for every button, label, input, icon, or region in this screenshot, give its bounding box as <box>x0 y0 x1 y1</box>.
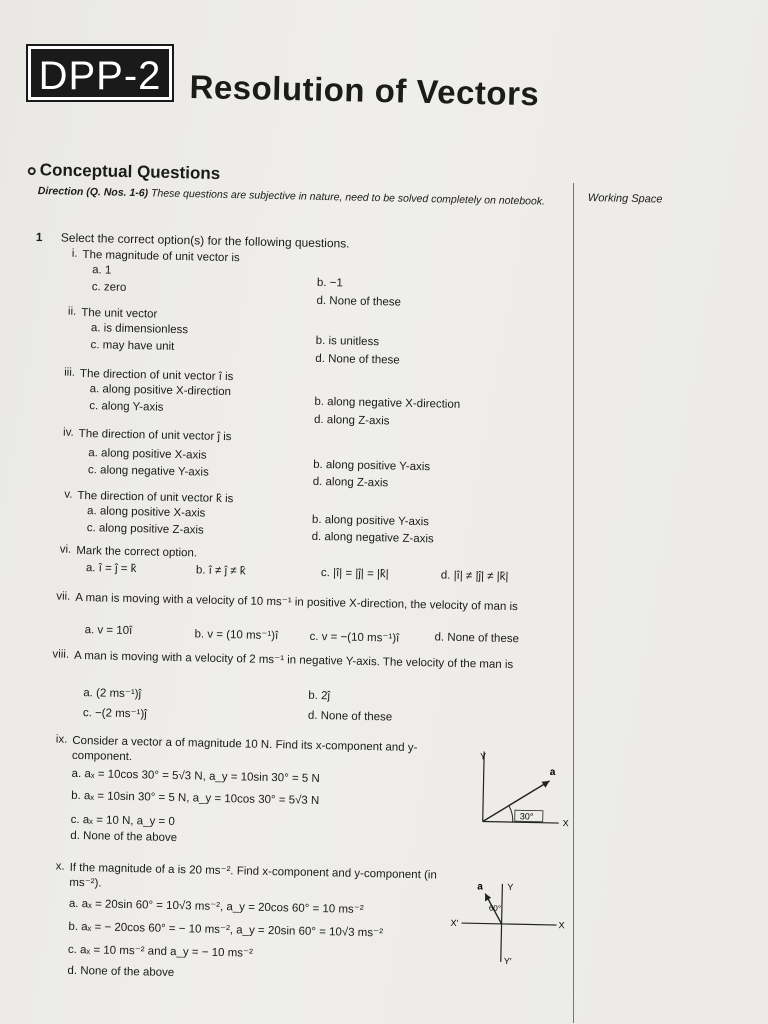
option-a[interactable]: a. 1 <box>92 264 112 277</box>
option-d[interactable]: d. along negative Z-axis <box>311 530 434 546</box>
subquestion-vi <box>51 543 566 583</box>
question-stem: If the magnitude of a is 20 ms⁻². Find x-component and y-component (in ms⁻²). <box>69 861 437 890</box>
question-stem: A man is moving with a velocity of 2 ms⁻¹ in negative Y-axis. The velocity of the man is <box>73 649 514 672</box>
vector-diagram-x <box>446 877 568 969</box>
option-d[interactable]: d. None of the above <box>67 964 175 980</box>
working-space-divider <box>573 183 574 1023</box>
roman-numeral: i. <box>71 247 78 260</box>
option-a[interactable]: a. along positive X-axis <box>88 447 207 462</box>
option-c[interactable]: c. along Y-axis <box>89 400 164 414</box>
y-axis <box>483 752 484 822</box>
x-label: X <box>558 920 565 931</box>
option-a[interactable]: a. along positive X-axis <box>86 505 206 520</box>
option-b[interactable]: b. is unitless <box>315 334 380 349</box>
option-c[interactable]: c. aₓ = 10 ms⁻² and a_y = − 10 ms⁻² <box>67 943 254 960</box>
option-d[interactable]: d. |î| ≠ |ĵ| ≠ |k̂| <box>440 569 509 583</box>
question-stem: The direction of unit vector î is <box>79 367 234 384</box>
vector-a <box>483 779 550 822</box>
roman-numeral: vi. <box>59 543 72 556</box>
y-label: Y <box>479 751 487 762</box>
angle-label: 30° <box>519 811 534 822</box>
option-b[interactable]: b. along negative X-direction <box>314 395 461 411</box>
option-d[interactable]: d. along Z-axis <box>313 413 390 428</box>
section-title-text: Conceptual Questions <box>39 160 221 184</box>
x-axis <box>462 923 557 925</box>
subquestion-vii <box>50 590 565 646</box>
option-b[interactable]: b. î ≠ ĵ ≠ k̂ <box>195 564 246 578</box>
roman-numeral: viii. <box>52 648 70 661</box>
question-number: 1 <box>35 230 43 245</box>
vector-label: a <box>549 766 556 778</box>
angle-arc <box>509 806 513 822</box>
option-b[interactable]: b. along positive Y-axis <box>311 513 430 529</box>
option-c[interactable]: c. v = −(10 ms⁻¹)î <box>309 630 400 645</box>
angle-label: 60° <box>488 903 502 913</box>
subquestion-ix <box>47 733 562 845</box>
option-a[interactable]: a. aₓ = 20sin 60° = 10√3 ms⁻², a_y = 20cos 60° = 10 ms⁻² <box>68 897 364 917</box>
x-neg-label: X′ <box>450 917 459 928</box>
subquestion-iii <box>55 366 570 428</box>
direction-note <box>38 184 558 210</box>
roman-numeral: iv. <box>62 426 74 439</box>
roman-numeral: vii. <box>56 590 71 603</box>
subquestion-x <box>45 860 560 980</box>
roman-numeral: ix. <box>55 733 68 746</box>
option-d[interactable]: d. along Z-axis <box>312 475 389 490</box>
option-a[interactable]: a. (2 ms⁻¹)ĵ <box>83 687 142 701</box>
roman-numeral: x. <box>55 860 65 873</box>
option-d[interactable]: d. None of these <box>316 294 402 309</box>
option-b[interactable]: b. aₓ = − 20cos 60° = − 10 ms⁻², a_y = 20sin 60° = 10√3 ms⁻² <box>68 920 384 940</box>
option-c[interactable]: c. along negative Y-axis <box>87 464 209 479</box>
subquestion-v <box>53 488 568 546</box>
option-b[interactable]: b. −1 <box>316 276 343 290</box>
page-title: Resolution of Vectors <box>189 68 540 113</box>
option-a[interactable]: a. along positive X-direction <box>89 383 232 399</box>
question-stem: Consider a vector a of magnitude 10 N. Find its x-component and y-component. <box>71 734 418 764</box>
x-label: X <box>562 818 569 829</box>
vector-label: a <box>477 881 484 893</box>
question-stem: The magnitude of unit vector is <box>82 248 240 265</box>
option-d[interactable]: d. None of these <box>307 709 393 724</box>
option-d[interactable]: d. None of these <box>315 352 400 367</box>
option-b[interactable]: b. along positive Y-axis <box>313 458 431 474</box>
question-stem: The unit vector <box>81 306 158 321</box>
option-c[interactable]: c. |î| = |ĵ| = |k̂| <box>320 567 389 581</box>
question-block <box>35 230 576 980</box>
y-label: Y <box>507 882 514 893</box>
question-stem: A man is moving with a velocity of 10 ms⁻¹ in positive X-direction, the velocity of man is <box>75 591 518 614</box>
subquestion-ii <box>56 305 571 367</box>
roman-numeral: v. <box>64 488 73 501</box>
x-axis <box>483 821 559 823</box>
subquestion-viii <box>49 648 564 724</box>
question-stem: The direction of unit vector ĵ is <box>78 427 232 444</box>
option-d[interactable]: d. None of these <box>434 631 520 646</box>
roman-numeral: iii. <box>64 366 76 379</box>
option-a[interactable]: a. is dimensionless <box>90 322 189 337</box>
direction-text: These questions are subjective in nature, need to be solved completely on notebook. <box>150 187 546 208</box>
option-c[interactable]: c. aₓ = 10 N, a_y = 0 <box>70 813 175 829</box>
option-a[interactable]: a. v = 10î <box>84 624 133 638</box>
question-stem: The direction of unit vector k̂ is <box>77 489 234 506</box>
vector-diagram-ix <box>479 749 591 831</box>
roman-numeral: ii. <box>67 305 77 318</box>
dpp-badge: DPP-2 <box>28 46 172 100</box>
working-space-label: Working Space <box>587 192 663 206</box>
option-a[interactable]: a. î = ĵ = k̂ <box>85 562 137 576</box>
question-stem: Mark the correct option. <box>76 544 198 560</box>
question-intro: Select the correct option(s) for the following questions. <box>60 230 350 251</box>
option-b[interactable]: b. 2ĵ <box>308 689 331 703</box>
subquestion-iv <box>54 426 569 490</box>
direction-label: Direction (Q. Nos. 1-6) <box>37 184 149 200</box>
option-a[interactable]: a. aₓ = 10cos 30° = 5√3 N, a_y = 10sin 30° = 5 N <box>71 767 320 786</box>
option-d[interactable]: d. None of the above <box>70 829 178 845</box>
option-c[interactable]: c. zero <box>91 281 127 294</box>
y-neg-label: Y′ <box>503 955 512 967</box>
section-title <box>28 160 221 184</box>
option-c[interactable]: c. may have unit <box>90 339 175 353</box>
option-b[interactable]: b. aₓ = 10sin 30° = 5 N, a_y = 10cos 30° = 5√3 N <box>71 789 320 808</box>
arrow-head-icon <box>485 894 491 902</box>
option-c[interactable]: c. along positive Z-axis <box>86 522 204 537</box>
option-b[interactable]: b. v = (10 ms⁻¹)î <box>194 628 279 643</box>
bullet-icon <box>28 167 36 175</box>
option-c[interactable]: c. −(2 ms⁻¹)ĵ <box>82 707 147 721</box>
